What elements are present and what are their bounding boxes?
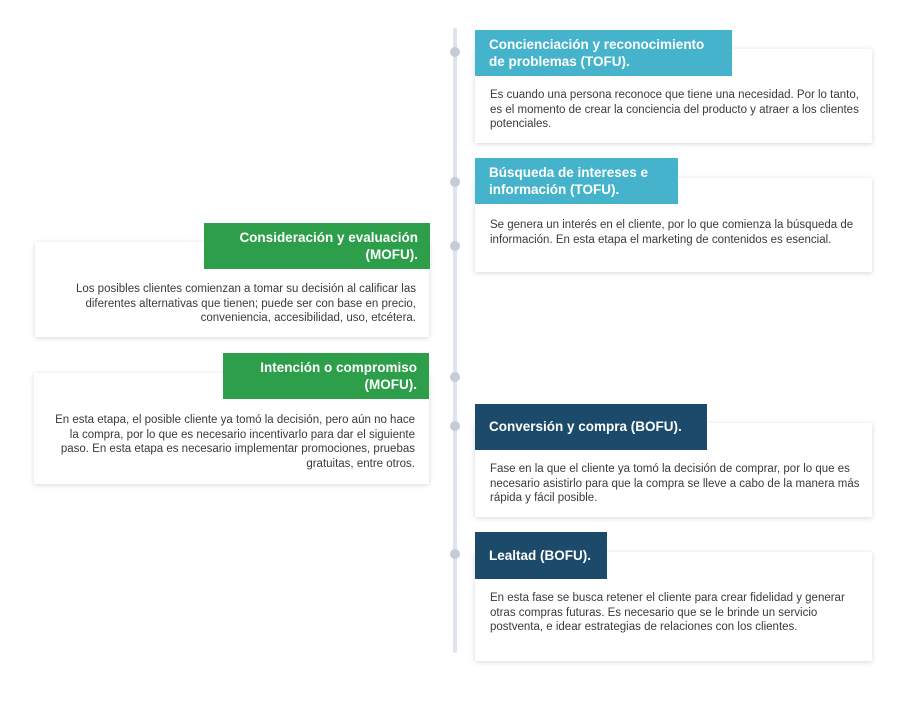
stage-title-interest: Búsqueda de intereses e información (TOFU). xyxy=(475,158,678,204)
stage-title-consideration: Consideración y evaluación (MOFU). xyxy=(204,223,430,269)
stage-title-loyalty: Lealtad (BOFU). xyxy=(475,532,607,579)
stage-description: Fase en la que el cliente ya tomó la decisión de comprar, por lo que es necesario asistirlo para que la compra se lleve a cabo de la manera más rápida y fácil posible. xyxy=(490,463,860,505)
timeline-dot xyxy=(450,241,460,251)
stage-title-awareness: Concienciación y reconocimiento de problemas (TOFU). xyxy=(475,30,732,76)
stage-description: En esta etapa, el posible cliente ya tomó la decisión, pero aún no hace la compra, por lo que es necesario incentivarlo para dar el siguiente paso. En esta etapa es necesario implementar promociones, pruebas gratuitas, entre otros. xyxy=(55,414,415,470)
timeline-dot xyxy=(450,549,460,559)
stage-description: Es cuando una persona reconoce que tiene una necesidad. Por lo tanto, es el momento de crear la conciencia del producto y atraer a los clientes potenciales. xyxy=(490,89,859,131)
stage-description: Se genera un interés en el cliente, por lo que comienza la búsqueda de información. En esta etapa el marketing de contenidos es esencial. xyxy=(490,219,854,246)
stage-title-conversion: Conversión y compra (BOFU). xyxy=(475,404,707,450)
stage-description: En esta fase se busca retener el cliente para crear fidelidad y generar otras compras futuras. Es necesario que se le brinde un servicio postventa, e idear estrategias de relaciones con los clientes. xyxy=(490,592,845,634)
stage-description: Los posibles clientes comienzan a tomar su decisión al calificar las diferentes alternativas que tienen; puede ser con base en precio, conveniencia, accesibilidad, uso, etcétera. xyxy=(75,283,416,325)
timeline-dot xyxy=(450,372,460,382)
timeline-dot xyxy=(450,421,460,431)
stage-title-intention: Intención o compromiso (MOFU). xyxy=(223,353,429,399)
timeline-dot xyxy=(450,177,460,187)
timeline-line xyxy=(453,28,457,653)
timeline-dot xyxy=(450,47,460,57)
